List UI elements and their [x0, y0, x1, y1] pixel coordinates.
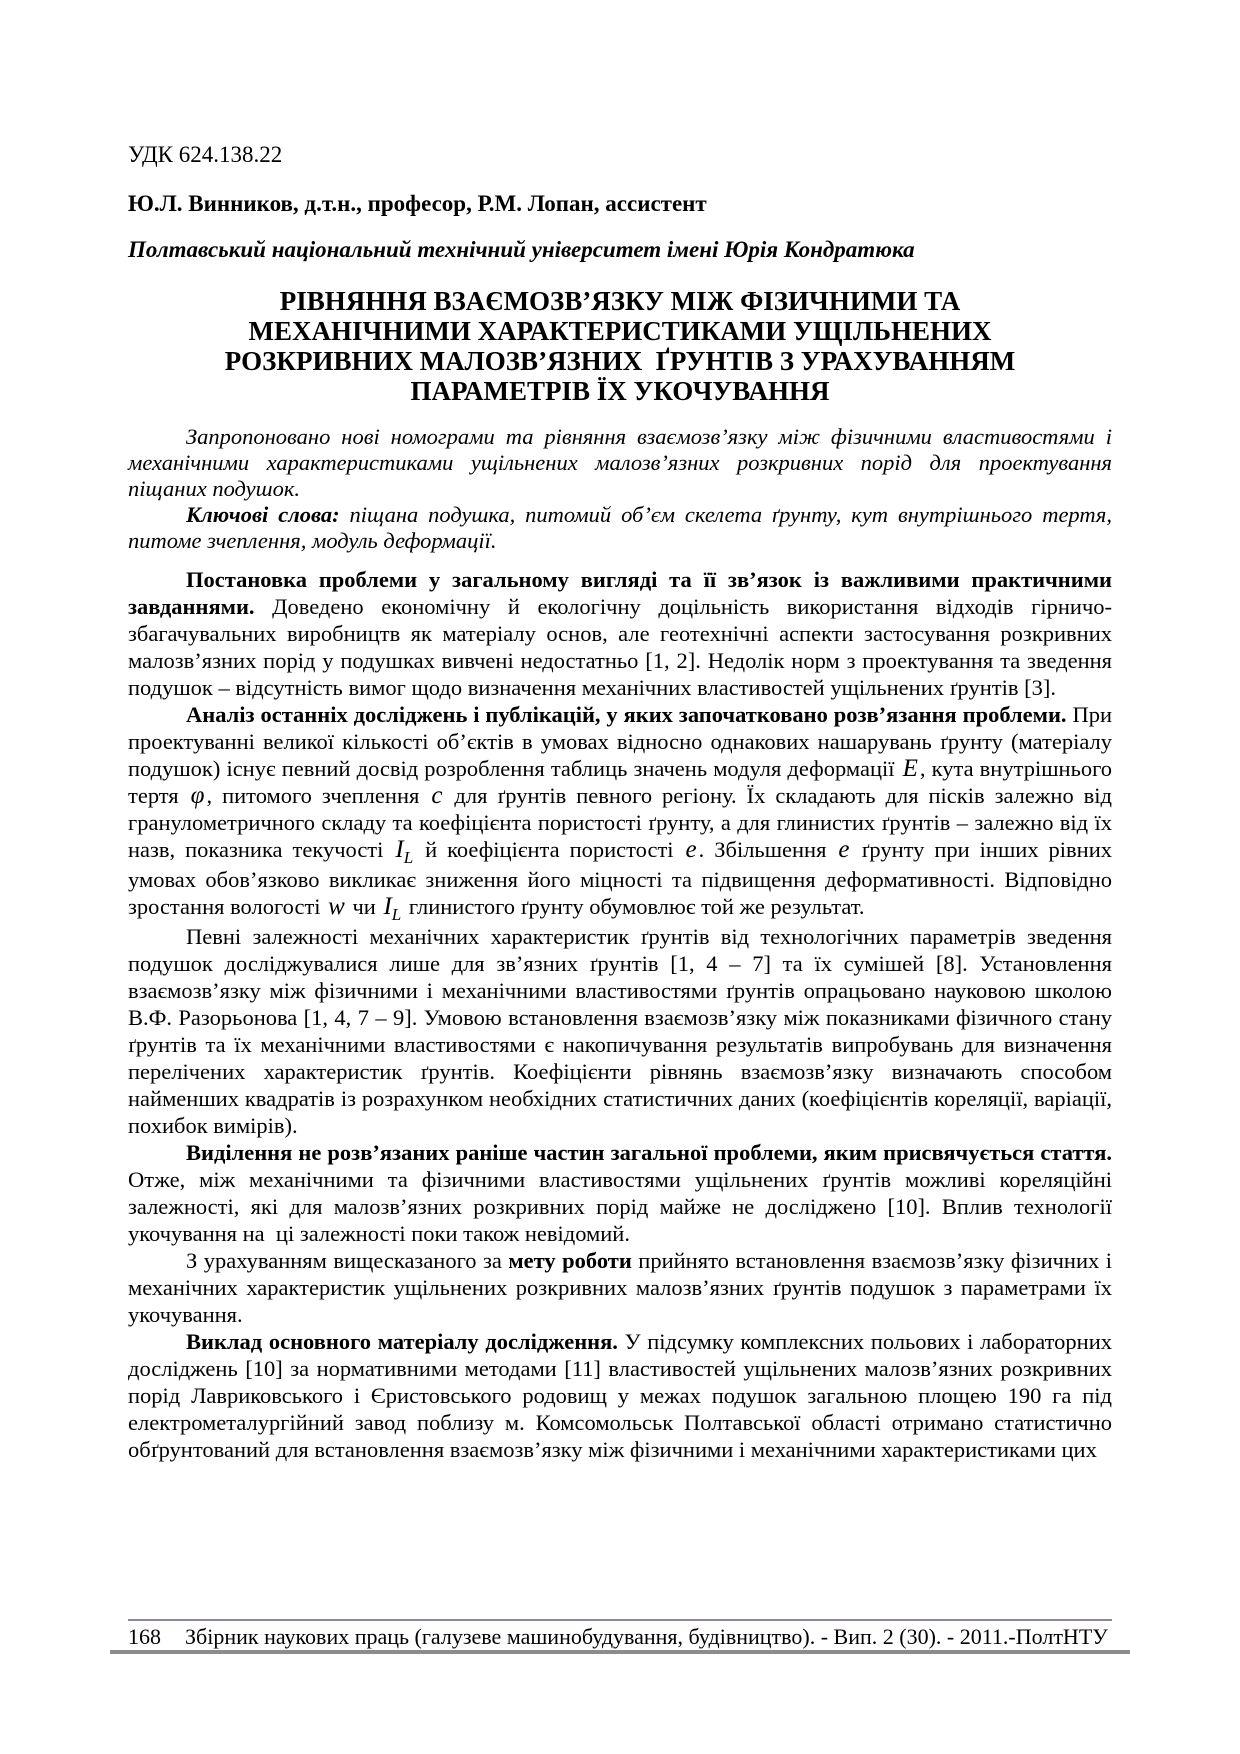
abstract-block: [128, 424, 1112, 554]
text-run: . Збільшення: [698, 837, 837, 862]
math-symbol: φ: [190, 782, 205, 809]
abstract-paragraph: [128, 424, 1112, 502]
page-content: [0, 142, 1240, 1463]
keywords-paragraph: [128, 502, 1112, 554]
paragraph-recent-research: [128, 701, 1112, 923]
paragraph-dependencies: [128, 923, 1112, 1139]
text-run: Доведено економічну й екологічну доцільність використання відходів гірничо-збагачувальних виробництв як матеріалу основ, але геотехнічні аспекти застосування розкривних малозв’язних порід у подушках вивчені недостатньо [1, 2]. Недолік норм з проектування та зведення подушок – відсутність вимог щодо визначення механічних властивостей ущільнених ґрунтів [3].: [128, 594, 1113, 700]
paragraph-problem-statement: [128, 566, 1112, 701]
text-run: для ґрунтів певного регіону. Їх складають для пісків залежно від гранулометричного складу та коефіцієнта пористості ґрунту, а для глинистих ґрунтів – залежно від їх назв, показника текучості: [128, 783, 1112, 862]
math-symbol: E: [902, 755, 918, 782]
footer-top-rule: [128, 1619, 1112, 1621]
text-run: Ключові слова:: [186, 502, 350, 527]
page-footer: [128, 1624, 1112, 1650]
text-run: ґрунту при інших рівних умовах обов’язково викликає зниження його міцності та підвищення деформативності. Відповідно зростання вологості: [128, 837, 1112, 919]
math-symbol: $I_L$: [383, 893, 402, 924]
text-run: піщана подушка, питомий об’єм скелета ґрунту, кут внутрішнього тертя, питоме зчеплення, модуль деформації.: [128, 502, 1112, 553]
title-line-4: ПАРАМЕТРІВ ЇХ УКОЧУВАННЯ: [410, 376, 830, 406]
text-run: глинистого ґрунту обумовлює той же результат.: [403, 894, 865, 919]
text-run: Аналіз останніх досліджень і публікацій, у яких започатковано розв’язання проблеми.: [186, 702, 1073, 727]
paragraph-main-material: [128, 1328, 1112, 1463]
footer-bottom-rule: [110, 1650, 1130, 1654]
math-subscript: L: [391, 905, 402, 924]
text-run: Постановка проблеми у загальному вигляді та її зв’язок із важливими практичними завданнями.: [128, 567, 1112, 619]
text-run: Виклад основного матеріалу дослідження.: [186, 1329, 625, 1354]
affiliation-line: Полтавський національний технічний університет імені Юрія Кондратюка: [128, 237, 915, 262]
title-line-2: МЕХАНІЧНИМИ ХАРАКТЕРИСТИКАМИ УЩІЛЬНЕНИХ: [248, 316, 992, 346]
text-run: , кута внутрішнього тертя: [128, 756, 1113, 808]
text-run: й коефіцієнта пористості: [415, 837, 684, 862]
footer-citation: Збірник наукових праць (галузеве машинобудування, будівництво). - Вип. 2 (30). - 2011.-ПолтНТУ: [185, 1624, 1108, 1649]
udc-code: УДК 624.138.22: [128, 142, 283, 167]
math-subscript: L: [403, 848, 414, 867]
text-run: При проектуванні великої кількості об’єктів в умовах відносно однакових нашарувань ґрунту (матеріалу подушок) існує певний досвід розроблення таблиць значень модуля деформації: [128, 702, 1112, 781]
page-number: 168: [128, 1624, 161, 1649]
text-run: Виділення не розв’язаних раніше частин загальної проблеми, яким присвячується стаття.: [186, 1140, 1112, 1165]
text-run: прийнято встановлення взаємозв’язку фізичних і механічних характеристик ущільнених розкривних малозв’язних ґрунтів подушок з параметрами їх укочування.: [128, 1248, 1112, 1327]
article-title: [128, 286, 1112, 406]
article-body: [128, 566, 1112, 1463]
math-symbol: e: [838, 836, 850, 863]
text-run: , питомого зчеплення: [206, 783, 430, 808]
text-run: мету роботи: [508, 1248, 632, 1273]
math-symbol: w: [328, 893, 345, 920]
math-symbol: c: [431, 782, 443, 809]
title-line-1: РІВНЯННЯ ВЗАЄМОЗВ’ЯЗКУ МІЖ ФІЗИЧНИМИ ТА: [279, 286, 961, 316]
math-symbol: e: [685, 836, 697, 863]
paragraph-work-goal: [128, 1247, 1112, 1328]
text-run: Певні залежності механічних характеристик ґрунтів від технологічних параметрів зведення подушок досліджувалися лише для зв’язних ґрунтів [1, 4 – 7] та їх сумішей [8]. Установлення взаємозв’язку між фізичними і механічними властивостями ґрунтів опрацьовано науковою школою В.Ф. Разорьонова [1, 4, 7 – 9]. Умовою встановлення взаємозв’язку між показниками фізичного стану ґрунтів та їх механічними властивостями є накопичування результатів випробувань для визначення перелічених характеристик ґрунтів. Коефіцієнти рівнянь взаємозв’язку визначають способом найменших квадратів із розрахунком необхідних статистичних даних (коефіцієнтів кореляції, варіації, похибок вимірів).: [128, 924, 1112, 1138]
text-run: Отже, між механічними та фізичними властивостями ущільнених ґрунтів можливі кореляційні залежності, які для малозв’язних розкривних порід майже не досліджено [10]. Вплив технології укочування на ці залежності поки також невідомий.: [128, 1167, 1112, 1246]
text-run: У підсумку комплексних польових і лабораторних досліджень [10] за нормативними методами [11] властивостей ущільнених малозв’язних розкривних порід Лавриковського і Єристовського родовищ у межах подушок загальною площею 190 га під електрометалургійний завод поблизу м. Комсомольськ Полтавської області отримано статистично обґрунтований для встановлення взаємозв’язку між фізичними і механічними характеристиками цих: [128, 1329, 1113, 1462]
text-run: чи: [346, 894, 382, 919]
text-run: Запропоновано нові номограми та рівняння взаємозв’язку між фізичними властивостями і механічними характеристиками ущільнених малозв’язних розкривних порід для проектування піщаних подушок.: [128, 424, 1112, 501]
title-line-3: РОЗКРИВНИХ МАЛОЗВ’ЯЗНИХ ҐРУНТІВ З УРАХУВАННЯМ: [224, 346, 1016, 376]
math-symbol: $I_L$: [395, 836, 414, 867]
authors-line: Ю.Л. Винников, д.т.н., професор, Р.М. Лопан, ассистент: [128, 191, 707, 216]
text-run: З урахуванням вищесказаного за: [186, 1248, 509, 1273]
paragraph-unsolved-parts: [128, 1139, 1112, 1247]
